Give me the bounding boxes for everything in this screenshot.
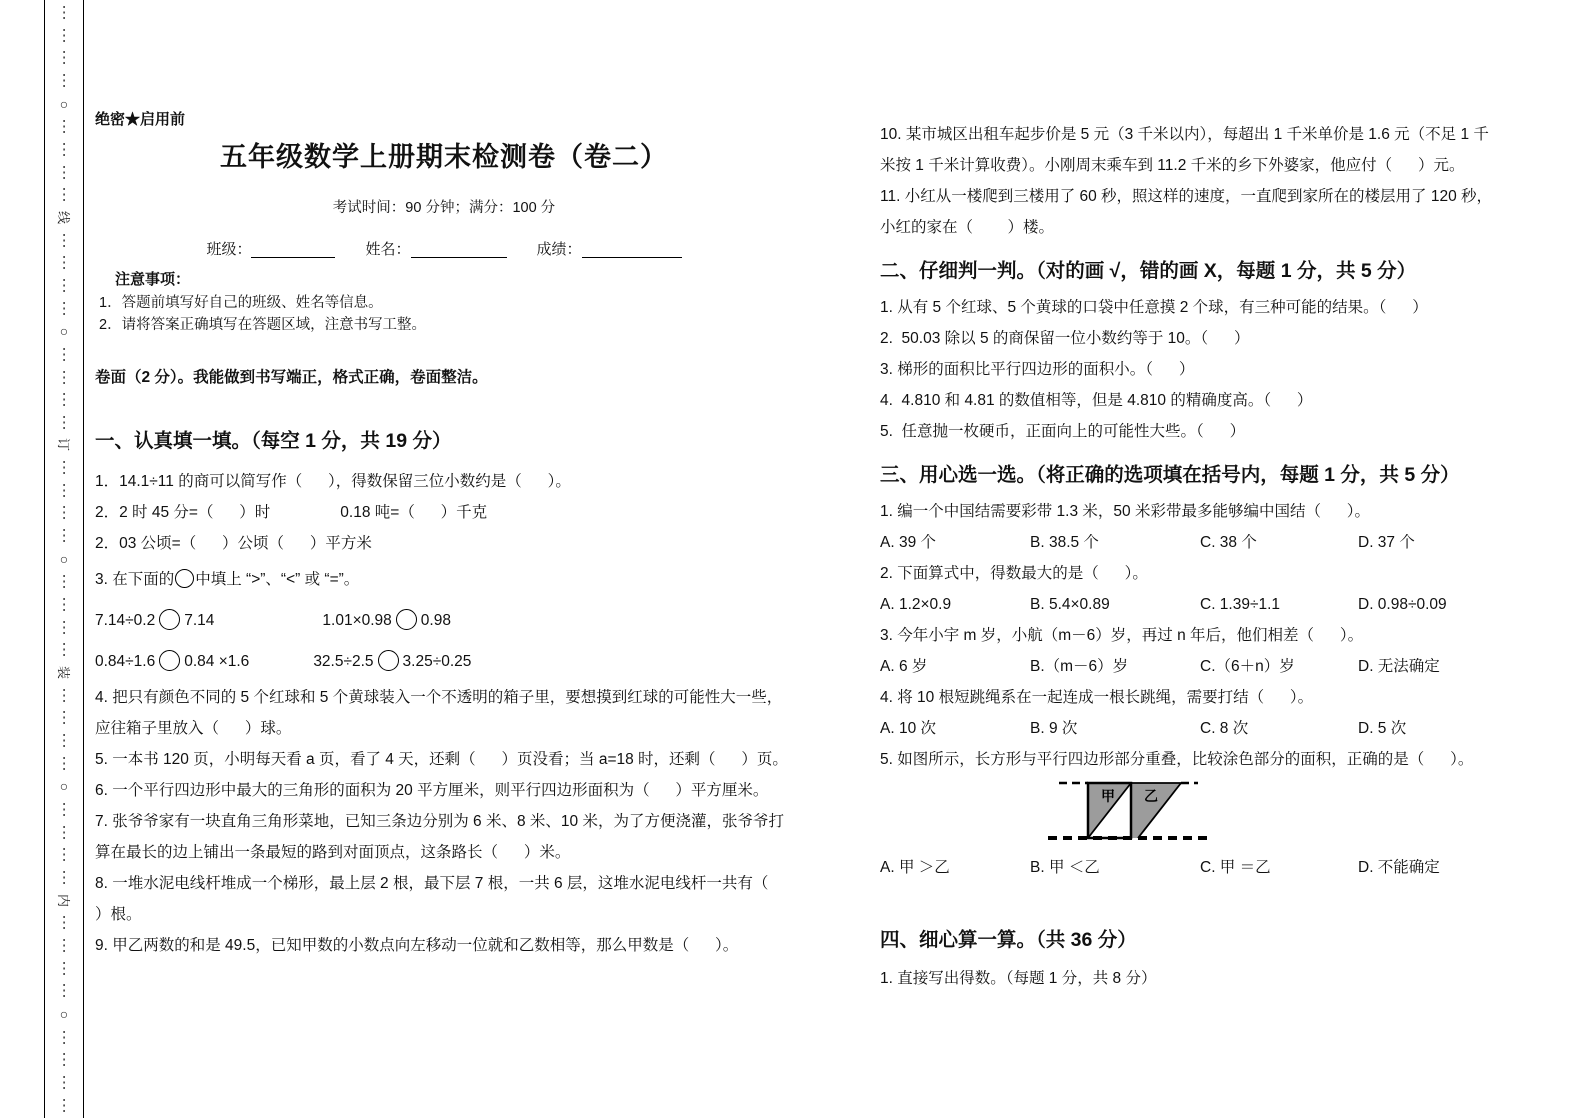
compare-expr: 0.84 ×1.6 (184, 653, 250, 670)
option-a: A. 39 个 (880, 534, 936, 551)
option-b: B. 5.4×0.89 (1030, 596, 1110, 613)
secrecy-label: 绝密★启用前 (95, 111, 186, 128)
binding-dots-icon: ⋮ (57, 617, 71, 637)
compare-circle-icon (396, 609, 417, 630)
student-fields (95, 238, 793, 262)
binding-dots-icon: ⋮ (57, 390, 71, 410)
binding-dots-icon: ⋮ (57, 25, 71, 45)
option-a: A. 甲 ＞乙 (880, 859, 950, 876)
section4-sub1: 1. 直接写出得数。（每题 1 分，共 8 分） (880, 970, 1157, 987)
binding-marks (45, 0, 83, 1118)
question-3-pre: 3. 在下面的 (95, 571, 175, 588)
binding-dots-icon: ⋮ (57, 1095, 71, 1115)
compare-circle-icon (159, 609, 180, 630)
class-label: 班级： (206, 241, 252, 258)
binding-dots-icon: ⋮ (57, 185, 71, 205)
option-c: C. 38 个 (1200, 534, 1257, 551)
question-2a (95, 497, 793, 528)
option-a: A. 1.2×0.9 (880, 596, 952, 613)
judge-item-3: 3. 梯形的面积比平行四边形的面积小。（ ） (880, 361, 1195, 378)
choice-options-1 (880, 527, 1494, 558)
compare-expr: 1.01×0.98 (322, 612, 392, 629)
binding-circle-icon: ○ (59, 1005, 69, 1022)
binding-char: 内 (56, 893, 72, 907)
compare-circle-icon (159, 650, 180, 671)
binding-dots-icon: ⋮ (57, 936, 71, 955)
section1-heading: 一、认真填一填。（每空 1 分，共 19 分） (95, 430, 452, 452)
binding-dots-icon: ⋮ (57, 958, 71, 978)
binding-dots-icon: ⋮ (57, 367, 71, 387)
binding-dots-icon: ⋮ (57, 230, 71, 250)
choice-question-2: 2. 下面算式中，得数最大的是（ ）。 (880, 565, 1148, 582)
binding-dots-icon: ⋮ (57, 1050, 71, 1070)
binding-dots-icon: ⋮ (57, 526, 71, 545)
option-c: C. 8 次 (1200, 720, 1249, 737)
binding-char: 订 (56, 438, 72, 452)
binding-char: 线 (56, 210, 72, 224)
question-1: 1．14.1÷11 的商可以简写作（ ），得数保留三位小数约是（ ）。 (95, 473, 571, 490)
class-blank (251, 256, 335, 258)
binding-dots-icon: ⋮ (57, 3, 71, 22)
question-2b: 2．03 公顷=（ ）公顷（ ）平方米 (95, 535, 372, 552)
question-2a-part1: 2．2 时 45 分=（ ）时 (95, 504, 271, 521)
question-6: 6. 一个平行四边形中最大的三角形的面积为 20 平方厘米，则平行四边形面积为（ ）平方厘米。 (95, 782, 769, 799)
binding-dots-icon: ⋮ (57, 344, 71, 364)
choice-question-5: 5. 如图所示，长方形与平行四边形部分重叠，比较涂色部分的面积，正确的是（ ）。 (880, 751, 1474, 768)
binding-dots-icon: ⋮ (57, 1072, 71, 1092)
question-7: 7. 张爷爷家有一块直角三角形菜地，已知三条边分别为 6 米、8 米、10 米，为了方便浇灌，张爷爷打算在最长的边上铺出一条最短的路到对面顶点，这条路长（ ）米。 (95, 813, 784, 861)
name-label: 姓名： (365, 241, 411, 258)
binding-circle-icon: ○ (59, 550, 69, 567)
name-blank (411, 256, 507, 258)
page-title: 五年级数学上册期末检测卷（卷二） (220, 142, 668, 172)
option-d: D. 5 次 (1358, 720, 1407, 737)
label-yi: 乙 (1144, 788, 1158, 804)
choice-options-4 (880, 713, 1494, 744)
rectangle-parallelogram-figure (1048, 779, 1220, 843)
judge-item-4: 4. 4.810 和 4.81 的数值相等，但是 4.810 的精确度高。（ ） (880, 392, 1313, 409)
paper-neatness-note: 卷面（2 分）。我能做到书写端正，格式正确，卷面整洁。 (95, 369, 488, 386)
binding-dots-icon: ⋮ (57, 162, 71, 182)
binding-dots-icon: ⋮ (57, 913, 71, 933)
option-d: D. 0.98÷0.09 (1358, 596, 1447, 613)
score-blank (582, 256, 682, 258)
question-10: 10. 某市城区出租车起步价是 5 元（3 千米以内），每超出 1 千米单价是 1.6 元（不足 1 千米按 1 千米计算收费）。小刚周末乘车到 11.2 千米的乡下外婆家，他应付（ ）元。 (880, 126, 1489, 174)
question-3 (95, 559, 793, 600)
exam-info: 考试时间：90 分钟；满分：100 分 (332, 200, 556, 216)
binding-dots-icon: ⋮ (57, 572, 71, 592)
question-11: 11. 小红从一楼爬到三楼用了 60 秒，照这样的速度，一直爬到家所在的楼层用了 120 秒，小红的家在（ ）楼。 (880, 188, 1493, 236)
binding-strip (44, 0, 84, 1118)
compare-circle-icon (175, 569, 194, 588)
binding-circle-icon: ○ (59, 323, 69, 340)
choice-question-3: 3. 今年小宇 m 岁，小航（m－6）岁，再过 n 年后，他们相差（ ）。 (880, 627, 1364, 644)
choice-question-4: 4. 将 10 根短跳绳系在一起连成一根长跳绳，需要打结（ ）。 (880, 689, 1314, 706)
option-b: B. 9 次 (1030, 720, 1078, 737)
binding-dots-icon: ⋮ (57, 71, 71, 90)
choice-options-5 (880, 852, 1494, 883)
section2-heading: 二、仔细判一判。（对的画 √，错的画 X，每题 1 分，共 5 分） (880, 260, 1417, 282)
compare-row-1 (95, 600, 793, 641)
option-d: D. 不能确定 (1358, 859, 1440, 876)
compare-expr: 0.98 (420, 612, 451, 629)
binding-dots-icon: ⋮ (57, 253, 71, 273)
binding-dots-icon: ⋮ (57, 140, 71, 159)
binding-char: 装 (56, 666, 72, 680)
option-b: B.（m－6）岁 (1030, 658, 1129, 675)
compare-expr: 32.5÷2.5 (313, 653, 374, 670)
binding-dots-icon: ⋮ (57, 298, 71, 318)
section3-heading: 三、用心选一选。（将正确的选项填在括号内，每题 1 分，共 5 分） (880, 464, 1460, 486)
compare-expr: 7.14 (184, 612, 215, 629)
compare-row-2 (95, 641, 793, 682)
option-b: B. 甲 ＜乙 (1030, 859, 1100, 876)
option-a: A. 6 岁 (880, 658, 928, 675)
question-5: 5. 一本书 120 页，小明每天看 a 页，看了 4 天，还剩（ ）页没看；当 a=18 时，还剩（ ）页。 (95, 751, 788, 768)
compare-expr: 0.84÷1.6 (95, 653, 156, 670)
note-item: 2．请将答案正确填写在答题区域，注意书写工整。 (99, 317, 427, 333)
binding-dots-icon: ⋮ (57, 276, 71, 295)
compare-circle-icon (378, 650, 399, 671)
binding-dots-icon: ⋮ (57, 458, 71, 477)
binding-dots-icon: ⋮ (57, 48, 71, 68)
option-b: B. 38.5 个 (1030, 534, 1099, 551)
binding-dots-icon: ⋮ (57, 117, 71, 137)
score-label: 成绩： (536, 241, 582, 258)
score-field (537, 238, 682, 262)
compare-expr: 3.25÷0.25 (402, 653, 472, 670)
binding-dots-icon: ⋮ (57, 822, 71, 842)
binding-circle-icon: ○ (59, 95, 69, 112)
binding-dots-icon: ⋮ (57, 753, 71, 773)
question-8: 8. 一堆水泥电线杆堆成一个梯形，最上层 2 根，最下层 7 根，一共 6 层，这堆水泥电线杆一共有（ ）根。 (95, 875, 795, 923)
judge-item-5: 5. 任意抛一枚硬币，正面向上的可能性大些。（ ） (880, 423, 1246, 440)
choice-question-1: 1. 编一个中国结需要彩带 1.3 米，50 米彩带最多能够编中国结（ ）。 (880, 503, 1371, 520)
notes-title: 注意事项： (115, 271, 191, 288)
binding-dots-icon: ⋮ (57, 480, 71, 500)
judge-item-1: 1. 从有 5 个红球、5 个黄球的口袋中任意摸 2 个球，有三种可能的结果。（ ） (880, 299, 1428, 316)
choice-options-3 (880, 651, 1494, 682)
option-c: C.（6＋n）岁 (1200, 658, 1295, 675)
binding-dots-icon: ⋮ (57, 412, 71, 432)
option-d: D. 37 个 (1358, 534, 1415, 551)
class-field (206, 238, 335, 262)
binding-dots-icon: ⋮ (57, 800, 71, 819)
binding-circle-icon: ○ (59, 778, 69, 795)
binding-dots-icon: ⋮ (57, 845, 71, 865)
question-3-post: 中填上 “>”、“<” 或 “=”。 (195, 571, 360, 588)
binding-dots-icon: ⋮ (57, 685, 71, 705)
overlap-figure (1048, 779, 1494, 848)
left-column (95, 110, 793, 961)
binding-dots-icon: ⋮ (57, 981, 71, 1001)
choice-options-2 (880, 589, 1494, 620)
binding-dots-icon: ⋮ (57, 868, 71, 887)
binding-dots-icon: ⋮ (57, 595, 71, 614)
binding-dots-icon: ⋮ (57, 1027, 71, 1047)
question-2a-part2: 0.18 吨=（ ）千克 (340, 504, 488, 521)
binding-dots-icon: ⋮ (57, 708, 71, 728)
option-c: C. 甲 ＝乙 (1200, 859, 1271, 876)
binding-dots-icon: ⋮ (57, 731, 71, 750)
note-item: 1．答题前填写好自己的班级、姓名等信息。 (99, 295, 383, 311)
option-c: C. 1.39÷1.1 (1200, 596, 1281, 613)
question-9: 9. 甲乙两数的和是 49.5，已知甲数的小数点向左移动一位就和乙数相等，那么甲数是（ ）。 (95, 937, 739, 954)
option-a: A. 10 次 (880, 720, 936, 737)
label-jia: 甲 (1101, 788, 1115, 804)
question-4: 4. 把只有颜色不同的 5 个红球和 5 个黄球装入一个不透明的箱子里，要想摸到红球的可能性大一些，应往箱子里放入（ ）球。 (95, 689, 783, 737)
binding-dots-icon: ⋮ (57, 503, 71, 523)
section4-heading: 四、细心算一算。（共 36 分） (880, 929, 1137, 951)
compare-expr: 7.14÷0.2 (95, 612, 156, 629)
right-column (880, 119, 1494, 994)
name-field (365, 238, 506, 262)
option-d: D. 无法确定 (1358, 658, 1440, 675)
binding-dots-icon: ⋮ (57, 640, 71, 660)
judge-item-2: 2. 50.03 除以 5 的商保留一位小数约等于 10。（ ） (880, 330, 1250, 347)
